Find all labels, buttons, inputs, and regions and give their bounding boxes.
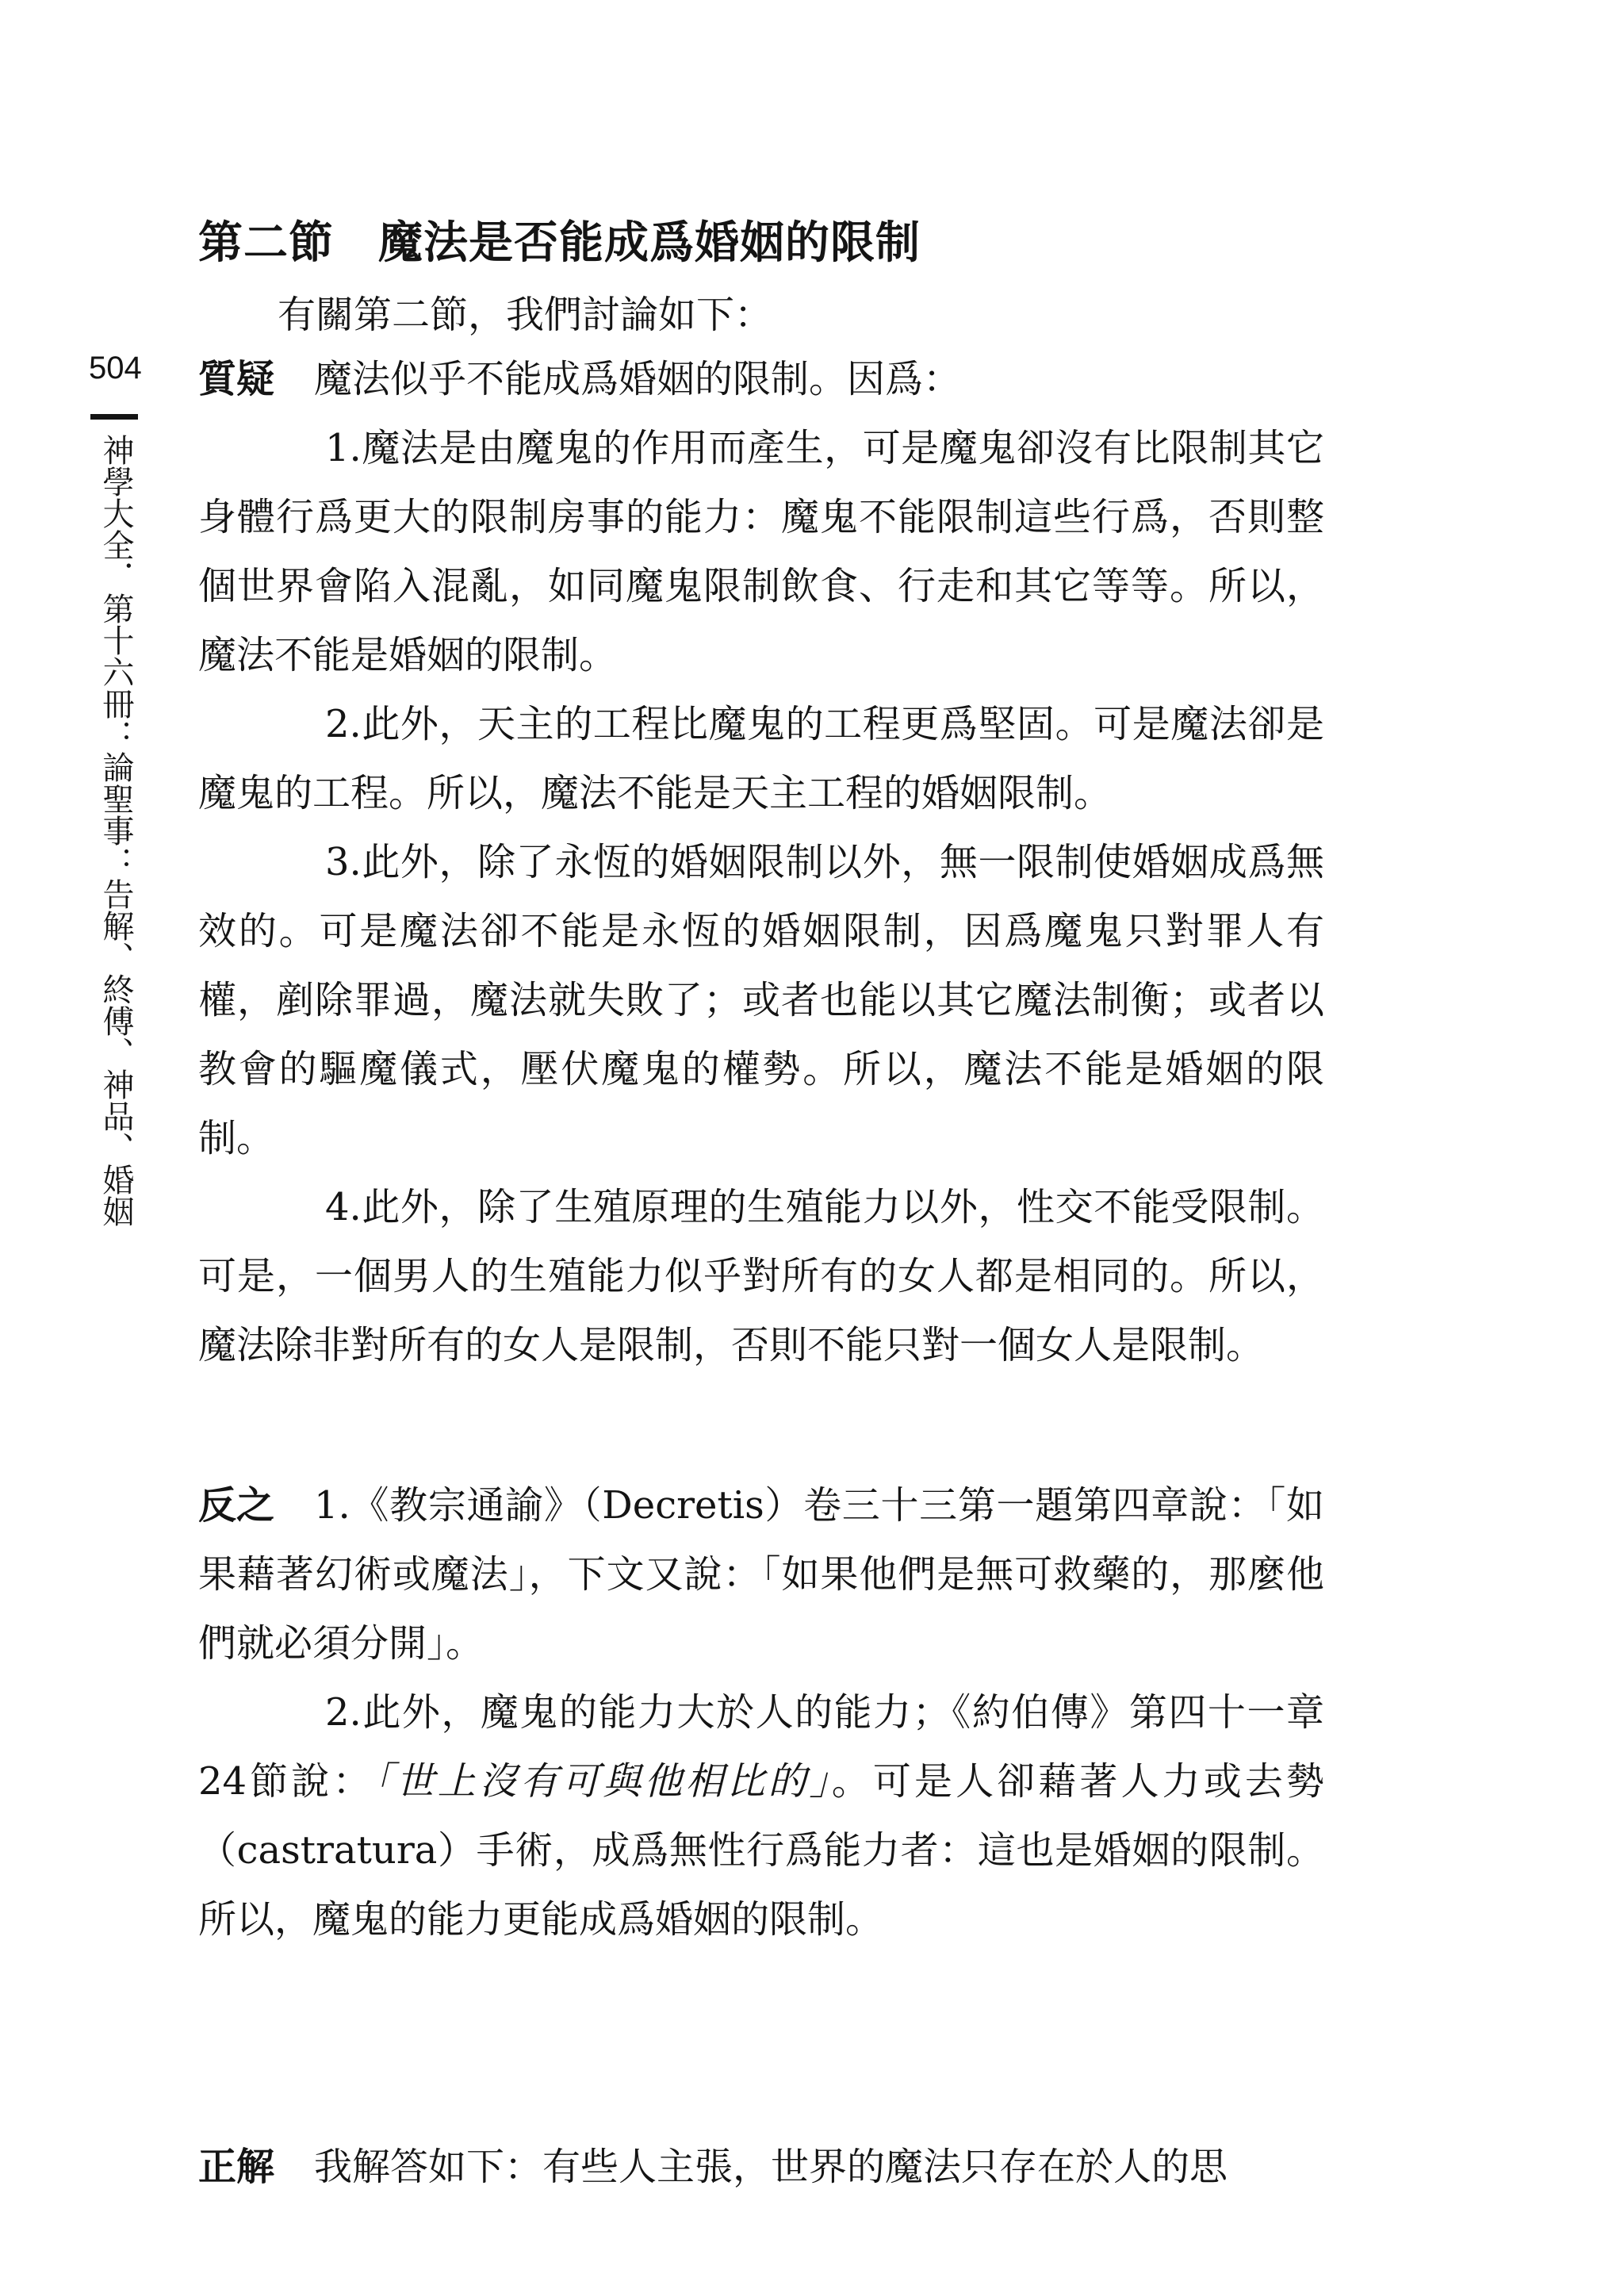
objections-block	[198, 345, 1324, 1380]
section-heading: 魔法是否能成爲婚姻的限制	[378, 217, 921, 269]
objection-4: 4.此外，除了生殖原理的生殖能力以外，性交不能受限制。可是，一個男人的生殖能力似乎對所有的女人都是相同的。所以，魔法除非對所有的女人是限制，否則不能只對一個女人是限制。	[198, 1185, 1324, 1367]
intro-line: 有關第二節，我們討論如下：	[278, 293, 773, 337]
response-label: 正解	[198, 2145, 275, 2189]
sed-contra-label: 反之	[198, 1483, 275, 1528]
sed-contra-2	[198, 1678, 1324, 1954]
objection-1: 1.魔法是由魔鬼的作用而產生，可是魔鬼卻沒有比限制其它身體行爲更大的限制房事的能力：魔鬼不能限制這些行爲，否則整個世界會陷入混亂，如同魔鬼限制飲食、行走和其它等等。所以，魔法不能是婚姻的限制。	[198, 426, 1324, 677]
sed-contra-2-after: 。可是人卻藉著人力或去勢（castratura）手術，成爲無性行爲能力者：這也是婚姻的限制。所以，魔鬼的能力更能成爲婚姻的限制。	[198, 1759, 1324, 1942]
job-quote: 「世上沒有可與他相比的」	[373, 1759, 832, 1804]
response-block	[198, 2133, 1324, 2202]
section-number: 第二節	[198, 217, 334, 269]
section-title	[198, 208, 1419, 271]
page-number: 504	[89, 351, 142, 385]
objections-lead-text: 魔法似乎不能成爲婚姻的限制。因爲：	[314, 357, 962, 401]
response-paragraph	[198, 2133, 1324, 2202]
running-head-rule	[90, 414, 138, 420]
running-head	[90, 414, 138, 1227]
sed-contra-1-text: 1.《教宗通諭》（Decretis）卷三十三第一題第四章說：「如果藉著幻術或魔法」，下文又說：「如果他們是無可救藥的，那麼他們就必須分開」。	[198, 1483, 1324, 1666]
objections-lead	[198, 345, 1324, 414]
sed-contra-2-before: 2.此外，魔鬼的能力大於人的能力；《約伯傳》第四十一章24節說：	[198, 1690, 1324, 1804]
response-text: 我解答如下：有些人主張，世界的魔法只存在於人的思	[314, 2145, 1228, 2189]
running-head-text: 神學大全．第十六冊：論聖事：告解、終傅、神品、婚姻	[98, 434, 133, 1227]
objection-2: 2.此外，天主的工程比魔鬼的工程更爲堅固。可是魔法卻是魔鬼的工程。所以，魔法不能是天主工程的婚姻限制。	[198, 702, 1324, 815]
objections-label: 質疑	[198, 357, 275, 401]
sed-contra-1	[198, 1471, 1324, 1678]
objection-3: 3.此外，除了永恆的婚姻限制以外，無一限制使婚姻成爲無效的。可是魔法卻不能是永恆的婚姻限制，因爲魔鬼只對罪人有權，剷除罪過，魔法就失敗了；或者也能以其它魔法制衡；或者以教會的驅魔儀式，壓伏魔鬼的權勢。所以，魔法不能是婚姻的限制。	[198, 840, 1324, 1160]
sed-contra-block	[198, 1471, 1324, 1954]
